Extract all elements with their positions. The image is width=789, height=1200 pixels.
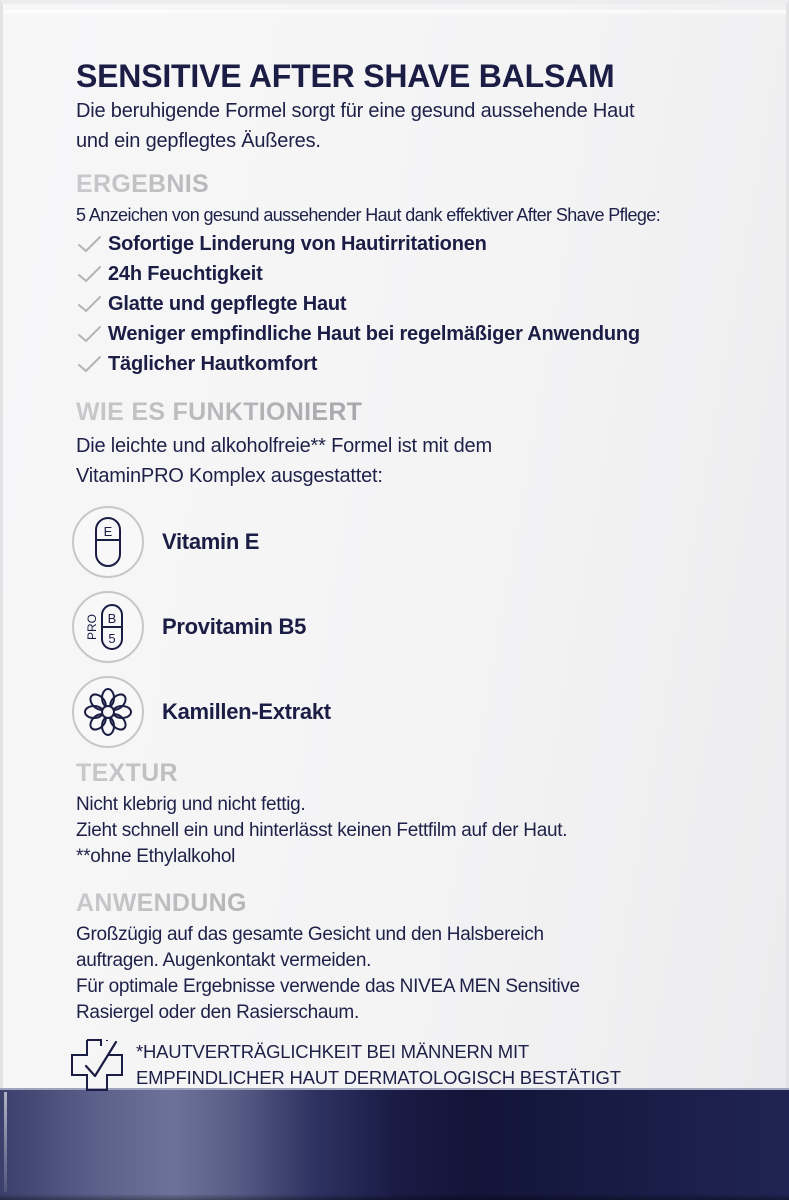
svg-text:B: B xyxy=(107,610,117,626)
check-icon xyxy=(76,353,104,375)
text-line: Rasiergel oder den Rasierschaum. xyxy=(76,1002,359,1023)
ergebnis-heading: ERGEBNIS xyxy=(76,169,746,199)
product-intro xyxy=(76,96,746,156)
ingredient-item xyxy=(72,669,746,754)
text-line: VitaminPRO Komplex ausgestattet: xyxy=(76,465,383,487)
ingredient-label: Kamillen-Extrakt xyxy=(162,698,331,724)
anwendung-heading: ANWENDUNG xyxy=(76,888,746,918)
benefit-item xyxy=(76,319,746,349)
text-line: Nicht klebrig und nicht fettig. xyxy=(76,794,306,815)
text-line: auftragen. Augenkontakt vermeiden. xyxy=(76,950,372,971)
textur-text xyxy=(76,792,746,870)
ingredient-badge xyxy=(72,676,144,748)
ingredient-item xyxy=(72,499,746,584)
ingredients-list xyxy=(72,499,746,754)
text-line: *HAUTVERTRÄGLICHKEIT BEI MÄNNERN MIT xyxy=(136,1041,530,1062)
dermatology-text xyxy=(136,1039,621,1091)
text-line: **ohne Ethylalkohol xyxy=(76,846,236,867)
band-highlight xyxy=(4,1092,7,1192)
ingredient-badge xyxy=(72,506,144,578)
benefit-item xyxy=(76,259,746,289)
check-icon xyxy=(76,323,104,345)
intro-line: und ein gepflegtes Äußeres. xyxy=(76,130,321,152)
wie-es-funktioniert-heading: WIE ES FUNKTIONIERT xyxy=(76,397,746,427)
product-title: SENSITIVE AFTER SHAVE BALSAM xyxy=(76,58,615,94)
benefit-label: Weniger empfindliche Haut bei regelmäßiger Anwendung xyxy=(108,322,640,345)
check-icon xyxy=(76,233,104,255)
benefit-label: Glatte und gepflegte Haut xyxy=(108,292,347,315)
benefits-list xyxy=(76,229,746,379)
chamomile-flower-icon xyxy=(81,685,135,739)
check-icon xyxy=(76,293,104,315)
text-line: Großzügig auf das gesamte Gesicht und den Halsbereich xyxy=(76,924,544,945)
wie-es-funktioniert-text xyxy=(76,431,746,491)
navy-bottom-band xyxy=(0,1088,789,1200)
product-info xyxy=(76,58,746,1094)
provitamin-b5-capsule-icon xyxy=(82,601,134,653)
text-line: Für optimale Ergebnisse verwende das NIVEA MEN Sensitive xyxy=(76,976,580,997)
benefit-item xyxy=(76,229,746,259)
ingredient-label: Vitamin E xyxy=(162,528,260,554)
benefit-label: 24h Feuchtigkeit xyxy=(108,262,263,285)
svg-text:E: E xyxy=(103,523,113,539)
text-line: Zieht schnell ein und hinterlässt keinen Fettfilm auf der Haut. xyxy=(76,820,568,841)
vitamin-e-capsule-icon xyxy=(88,516,128,568)
dermatology-note xyxy=(68,1036,746,1094)
ingredient-label: Provitamin B5 xyxy=(162,613,307,639)
ergebnis-intro: 5 Anzeichen von gesund aussehender Haut dank effektiver After Shave Pflege: xyxy=(76,205,661,225)
benefit-label: Täglicher Hautkomfort xyxy=(108,352,318,375)
benefit-label: Sofortige Linderung von Hautirritationen xyxy=(108,232,487,255)
anwendung-text xyxy=(76,922,746,1026)
benefit-item xyxy=(76,349,746,379)
text-line: EMPFINDLICHER HAUT DERMATOLOGISCH BESTÄTIGT xyxy=(136,1067,621,1088)
benefit-item xyxy=(76,289,746,319)
intro-line: Die beruhigende Formel sorgt für eine gesund aussehende Haut xyxy=(76,100,635,122)
ingredient-item xyxy=(72,584,746,669)
svg-text:5: 5 xyxy=(108,630,116,646)
check-icon xyxy=(76,263,104,285)
ingredient-badge xyxy=(72,591,144,663)
textur-heading: TEXTUR xyxy=(76,758,746,788)
medical-cross-check-icon xyxy=(68,1036,126,1094)
text-line: Die leichte und alkoholfreie** Formel ist mit dem xyxy=(76,435,492,457)
svg-text:PRO: PRO xyxy=(85,613,99,640)
